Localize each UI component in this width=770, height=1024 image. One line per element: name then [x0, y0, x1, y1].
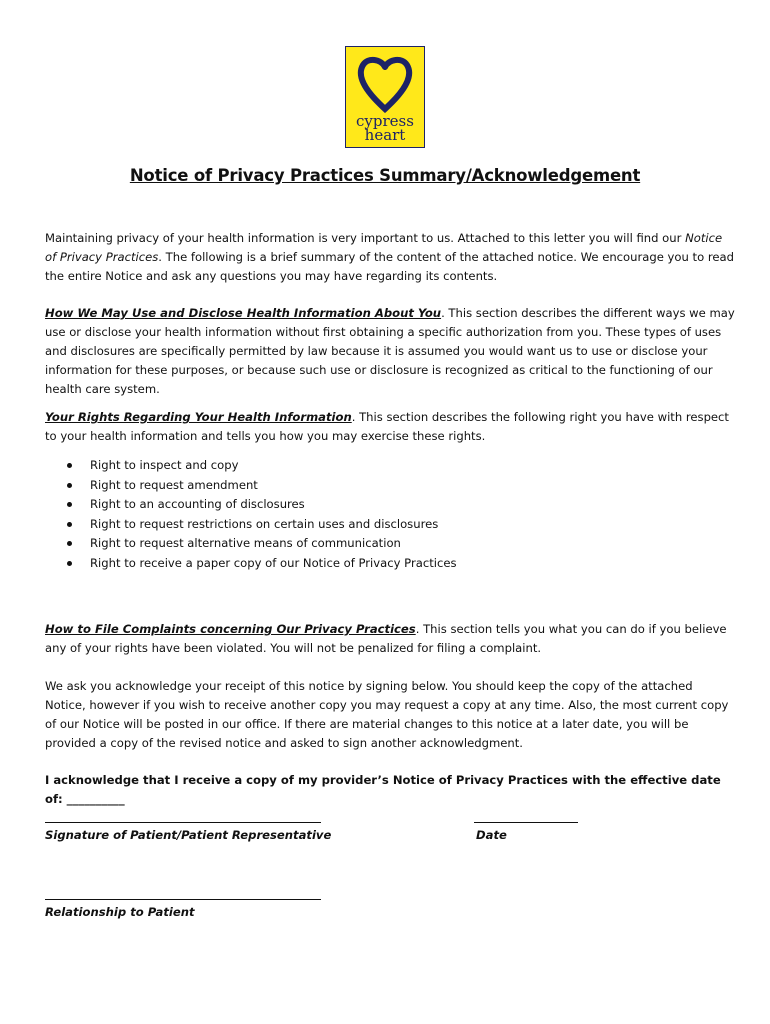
- intro-text-end: . The following is a brief summary of the content of the attached notice. We encourage you to read the entire Notice and ask any questions you may have regarding its contents.: [45, 250, 734, 283]
- use-disclose-heading: How We May Use and Disclose Health Information About You: [45, 306, 442, 320]
- heart-logo-icon: [354, 55, 416, 113]
- rights-section: [45, 408, 735, 446]
- intro-text-start: Maintaining privacy of your health information is very important to us. Attached to this letter you will find our: [45, 231, 686, 245]
- use-disclose-section: [45, 304, 735, 399]
- list-item: Right to receive a paper copy of our Notice of Privacy Practices: [45, 554, 735, 574]
- signature-label: Signature of Patient/Patient Representative: [45, 828, 332, 842]
- logo-text-line2: heart: [364, 126, 406, 144]
- rights-heading: Your Rights Regarding Your Health Information: [45, 410, 352, 424]
- rights-list-block: [45, 456, 735, 573]
- rights-text: . This section describes the following right you have with respect to your health information and tells you how you may exercise these rights.: [45, 410, 729, 443]
- date-label: Date: [476, 828, 507, 842]
- document-title: Notice of Privacy Practices Summary/Acknowledgement: [129, 166, 641, 185]
- acknowledgement-text: I acknowledge that I receive a copy of my provider’s Notice of Privacy Practices with the effective date of: __________: [45, 773, 721, 806]
- relationship-label: Relationship to Patient: [45, 905, 195, 919]
- complaints-section: [45, 620, 735, 658]
- relationship-line[interactable]: [45, 899, 321, 900]
- acknowledge-request-paragraph: [45, 677, 735, 753]
- list-item: Right to request restrictions on certain uses and disclosures: [45, 515, 735, 535]
- date-line[interactable]: [474, 822, 578, 823]
- list-item: Right to request amendment: [45, 476, 735, 496]
- acknowledgement-statement: [45, 771, 735, 809]
- signature-line[interactable]: [45, 822, 321, 823]
- complaints-heading: How to File Complaints concerning Our Privacy Practices: [45, 622, 416, 636]
- intro-notice-name: Notice of Privacy Practices: [45, 231, 723, 264]
- rights-list: [45, 456, 735, 573]
- logo-text-line1: cypress: [356, 112, 414, 130]
- complaints-text: . This section tells you what you can do if you believe any of your rights have been violated. You will not be penalized for filing a complaint.: [45, 622, 727, 655]
- list-item: Right to inspect and copy: [45, 456, 735, 476]
- list-item: Right to request alternative means of communication: [45, 534, 735, 554]
- cypress-heart-logo: [345, 46, 425, 148]
- acknowledge-request-text: We ask you acknowledge your receipt of this notice by signing below. You should keep the copy of the attached Notice, however if you wish to receive another copy you may request a copy at any time. Also, the most current copy of our Notice will be posted in our office. If there are material changes to this notice at a later date, you will be provided a copy of the revised notice and asked to sign another acknowledgment.: [45, 679, 729, 750]
- intro-paragraph: [45, 229, 735, 286]
- list-item: Right to an accounting of disclosures: [45, 495, 735, 515]
- use-disclose-text: . This section describes the different ways we may use or disclose your health information without first obtaining a specific authorization from you. These types of uses and disclosures are specifically permitted by law because it is assumed you would want us to use or disclose your information for these purposes, or because such use or disclosure is recognized as critical to the functioning of our health care system.: [45, 306, 735, 396]
